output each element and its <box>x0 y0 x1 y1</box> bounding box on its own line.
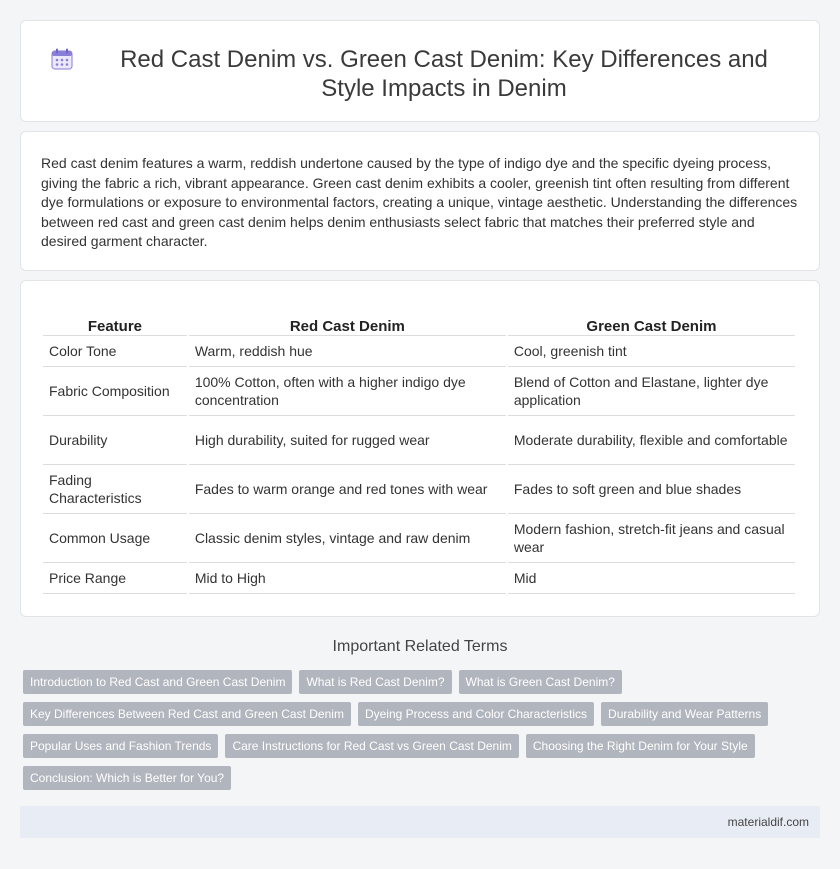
table-row <box>43 336 795 367</box>
table-cell: Moderate durability, flexible and comfortable <box>508 416 795 465</box>
intro-card <box>20 131 820 271</box>
related-term-tag[interactable]: Popular Uses and Fashion Trends <box>23 734 218 758</box>
related-term-tag[interactable]: What is Green Cast Denim? <box>459 670 622 694</box>
related-term-tag[interactable]: Key Differences Between Red Cast and Green Cast Denim <box>23 702 351 726</box>
table-cell: Common Usage <box>43 514 187 563</box>
footer <box>20 806 820 838</box>
table-cell: Price Range <box>43 563 187 594</box>
table-header-row <box>43 309 795 336</box>
related-term-tag[interactable]: Care Instructions for Red Cast vs Green Cast Denim <box>225 734 518 758</box>
related-terms-heading: Important Related Terms <box>332 638 508 655</box>
table-cell: Mid <box>508 563 795 594</box>
page-title: Red Cast Denim vs. Green Cast Denim: Key Differences and Style Impacts in Denim <box>120 46 768 102</box>
related-term-tag[interactable]: Introduction to Red Cast and Green Cast Denim <box>23 670 292 694</box>
table-cell: Mid to High <box>189 563 506 594</box>
table-row <box>43 465 795 514</box>
table-cell: Blend of Cotton and Elastane, lighter dye application <box>508 367 795 416</box>
column-header-feature: Feature <box>43 309 187 336</box>
table-cell: Fabric Composition <box>43 367 187 416</box>
table-cell: Fading Characteristics <box>43 465 187 514</box>
comparison-card <box>20 280 820 617</box>
table-row <box>43 514 795 563</box>
column-header-red-cast: Red Cast Denim <box>189 309 506 336</box>
table-cell: Fades to warm orange and red tones with wear <box>189 465 506 514</box>
header-card <box>20 20 820 122</box>
table-cell: Warm, reddish hue <box>189 336 506 367</box>
related-term-tag[interactable]: Choosing the Right Denim for Your Style <box>526 734 755 758</box>
related-term-tag[interactable]: Durability and Wear Patterns <box>601 702 768 726</box>
related-term-tag[interactable]: Conclusion: Which is Better for You? <box>23 766 231 790</box>
table-cell: Cool, greenish tint <box>508 336 795 367</box>
column-header-green-cast: Green Cast Denim <box>508 309 795 336</box>
table-cell: Durability <box>43 416 187 465</box>
calendar-icon <box>51 48 73 70</box>
table-cell: Modern fashion, stretch-fit jeans and casual wear <box>508 514 795 563</box>
table-cell: Fades to soft green and blue shades <box>508 465 795 514</box>
related-terms-list <box>23 670 823 790</box>
intro-paragraph: Red cast denim features a warm, reddish undertone caused by the type of indigo dye and the specific dyeing process, giving the fabric a rich, vibrant appearance. Green cast denim exhibits a cooler, greenish tint often resulting from different dye formulations or exposure to environmental factors, creating a unique, vintage aesthetic. Understanding the differences between red cast and green cast denim helps denim enthusiasts select fabric that matches their preferred style and desired garment character. <box>41 155 798 249</box>
table-cell: Classic denim styles, vintage and raw denim <box>189 514 506 563</box>
table-row <box>43 563 795 594</box>
table-cell: Color Tone <box>43 336 187 367</box>
table-cell: High durability, suited for rugged wear <box>189 416 506 465</box>
related-term-tag[interactable]: What is Red Cast Denim? <box>299 670 451 694</box>
table-cell: 100% Cotton, often with a higher indigo dye concentration <box>189 367 506 416</box>
table-row <box>43 416 795 465</box>
footer-site-link[interactable]: materialdif.com <box>727 815 809 829</box>
related-term-tag[interactable]: Dyeing Process and Color Characteristics <box>358 702 594 726</box>
table-row <box>43 367 795 416</box>
comparison-table <box>41 309 797 594</box>
